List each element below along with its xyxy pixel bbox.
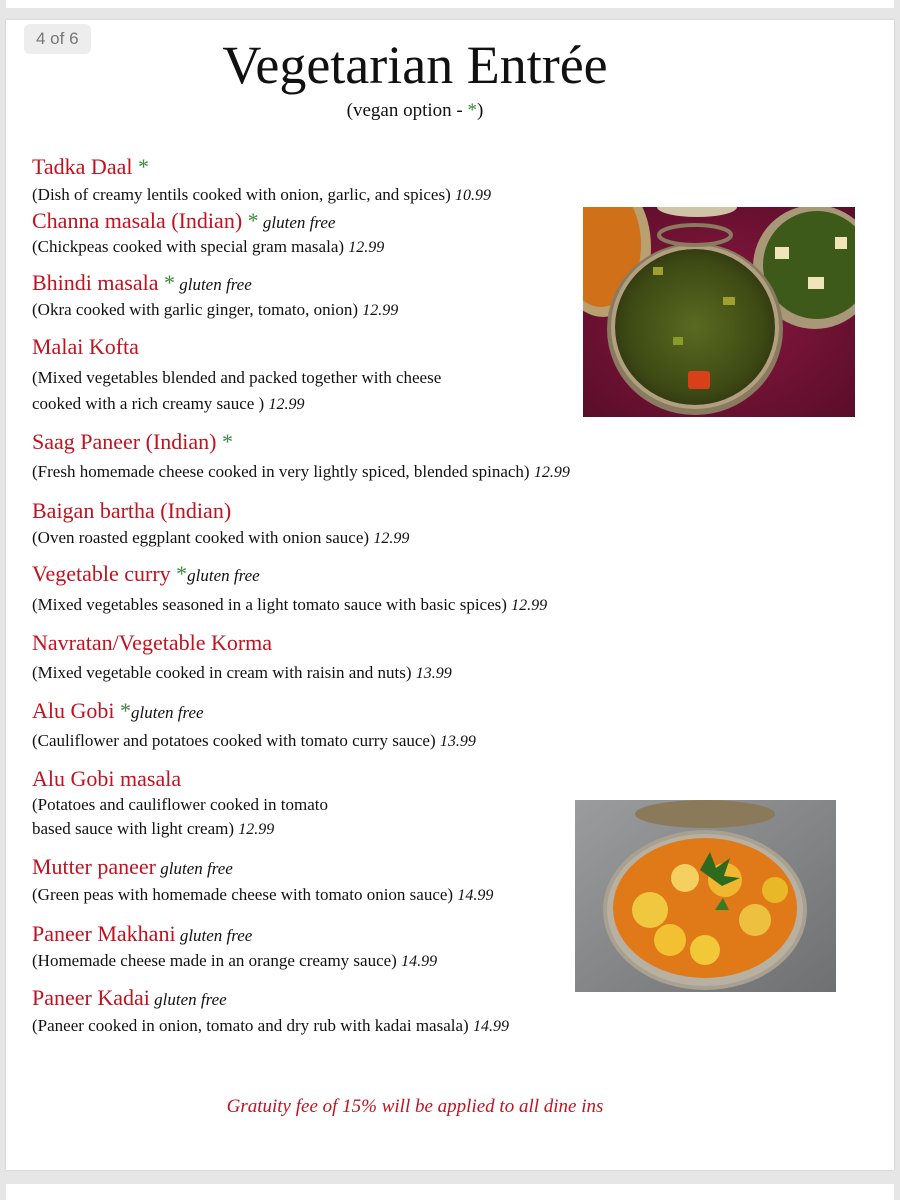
menu-item-price: 10.99 [455,187,491,204]
menu-item-name: Malai Kofta [32,334,139,359]
menu-item-name: Paneer Makhani gluten free [32,921,253,946]
menu-item-desc: (Mixed vegetables seasoned in a light tomato sauce with basic spices) 12.99 [32,595,548,614]
gratuity-note: Gratuity fee of 15% will be applied to all dine ins [226,1096,604,1117]
vegan-legend-prefix: (vegan option - [346,100,468,121]
vegan-legend [0,100,830,122]
menu-item-desc-line1: (Potatoes and cauliflower cooked in tomato [32,795,328,814]
menu-item-price: 12.99 [511,597,548,614]
menu-item-desc: cooked with a rich creamy sauce ) 12.99 [32,394,305,413]
menu-item-price: 14.99 [401,953,438,970]
next-page-edge [6,1184,894,1200]
menu-item-name: Paneer Kadai gluten free [32,985,227,1010]
food-photo-okra [583,207,855,417]
menu-item-price: 12.99 [348,239,385,256]
menu-item-desc: based sauce with light cream) 12.99 [32,819,275,838]
menu-item-price: 12.99 [238,821,275,838]
menu-item-name: Mutter paneer gluten free [32,854,233,879]
menu-item-desc: (Green peas with homemade cheese with tomato onion sauce) 14.99 [32,885,494,904]
menu-item-name: Alu Gobi *gluten free [32,698,204,723]
menu-item-desc: (Mixed vegetable cooked in cream with raisin and nuts) 13.99 [32,663,452,682]
menu-item-desc: (Paneer cooked in onion, tomato and dry rub with kadai masala) 14.99 [32,1016,509,1035]
menu-item-price: 12.99 [533,464,570,481]
page-title: Vegetarian Entrée [222,35,608,95]
menu-item-desc: (Okra cooked with garlic ginger, tomato, onion) 12.99 [32,300,399,319]
vegan-legend-suffix: ) [477,100,484,121]
vegan-star: * [467,100,477,121]
menu-item-price: 14.99 [472,1018,509,1035]
menu-item-name: Tadka Daal * [32,154,149,179]
menu-item-desc: (Fresh homemade cheese cooked in very lightly spiced, blended spinach) 12.99 [32,462,570,481]
menu-item-name: Channa masala (Indian) * gluten free [32,208,336,233]
menu-item-name: Navratan/Vegetable Korma [32,630,273,655]
menu-item-desc: (Dish of creamy lentils cooked with onion, garlic, and spices) 10.99 [32,185,491,204]
menu-item-price: 12.99 [373,530,410,547]
menu-item-desc: (Oven roasted eggplant cooked with onion sauce) 12.99 [32,528,410,547]
menu-item-desc: (Chickpeas cooked with special gram masala) 12.99 [32,237,385,256]
menu-item-name: Saag Paneer (Indian) * [32,429,233,454]
menu-item-name: Alu Gobi masala [32,766,182,791]
menu-item-name: Baigan bartha (Indian) [32,498,232,523]
menu-item-name: Vegetable curry *gluten free [32,561,260,586]
menu-item-price: 12.99 [362,302,399,319]
menu-item-name: Bhindi masala * gluten free [32,270,252,295]
menu-item-price: 13.99 [415,665,452,682]
menu-item-desc: (Cauliflower and potatoes cooked with tomato curry sauce) 13.99 [32,731,476,750]
menu-item-price: 14.99 [457,887,494,904]
food-photo-alu-gobi [575,800,836,992]
previous-page-edge [6,0,894,8]
page-indicator: 4 of 6 [24,24,91,54]
menu-item-desc-line1: (Mixed vegetables blended and packed together with cheese [32,368,442,387]
menu-item-desc: (Homemade cheese made in an orange creamy sauce) 14.99 [32,951,438,970]
menu-item-price: 12.99 [268,396,305,413]
menu-item-price: 13.99 [439,733,476,750]
